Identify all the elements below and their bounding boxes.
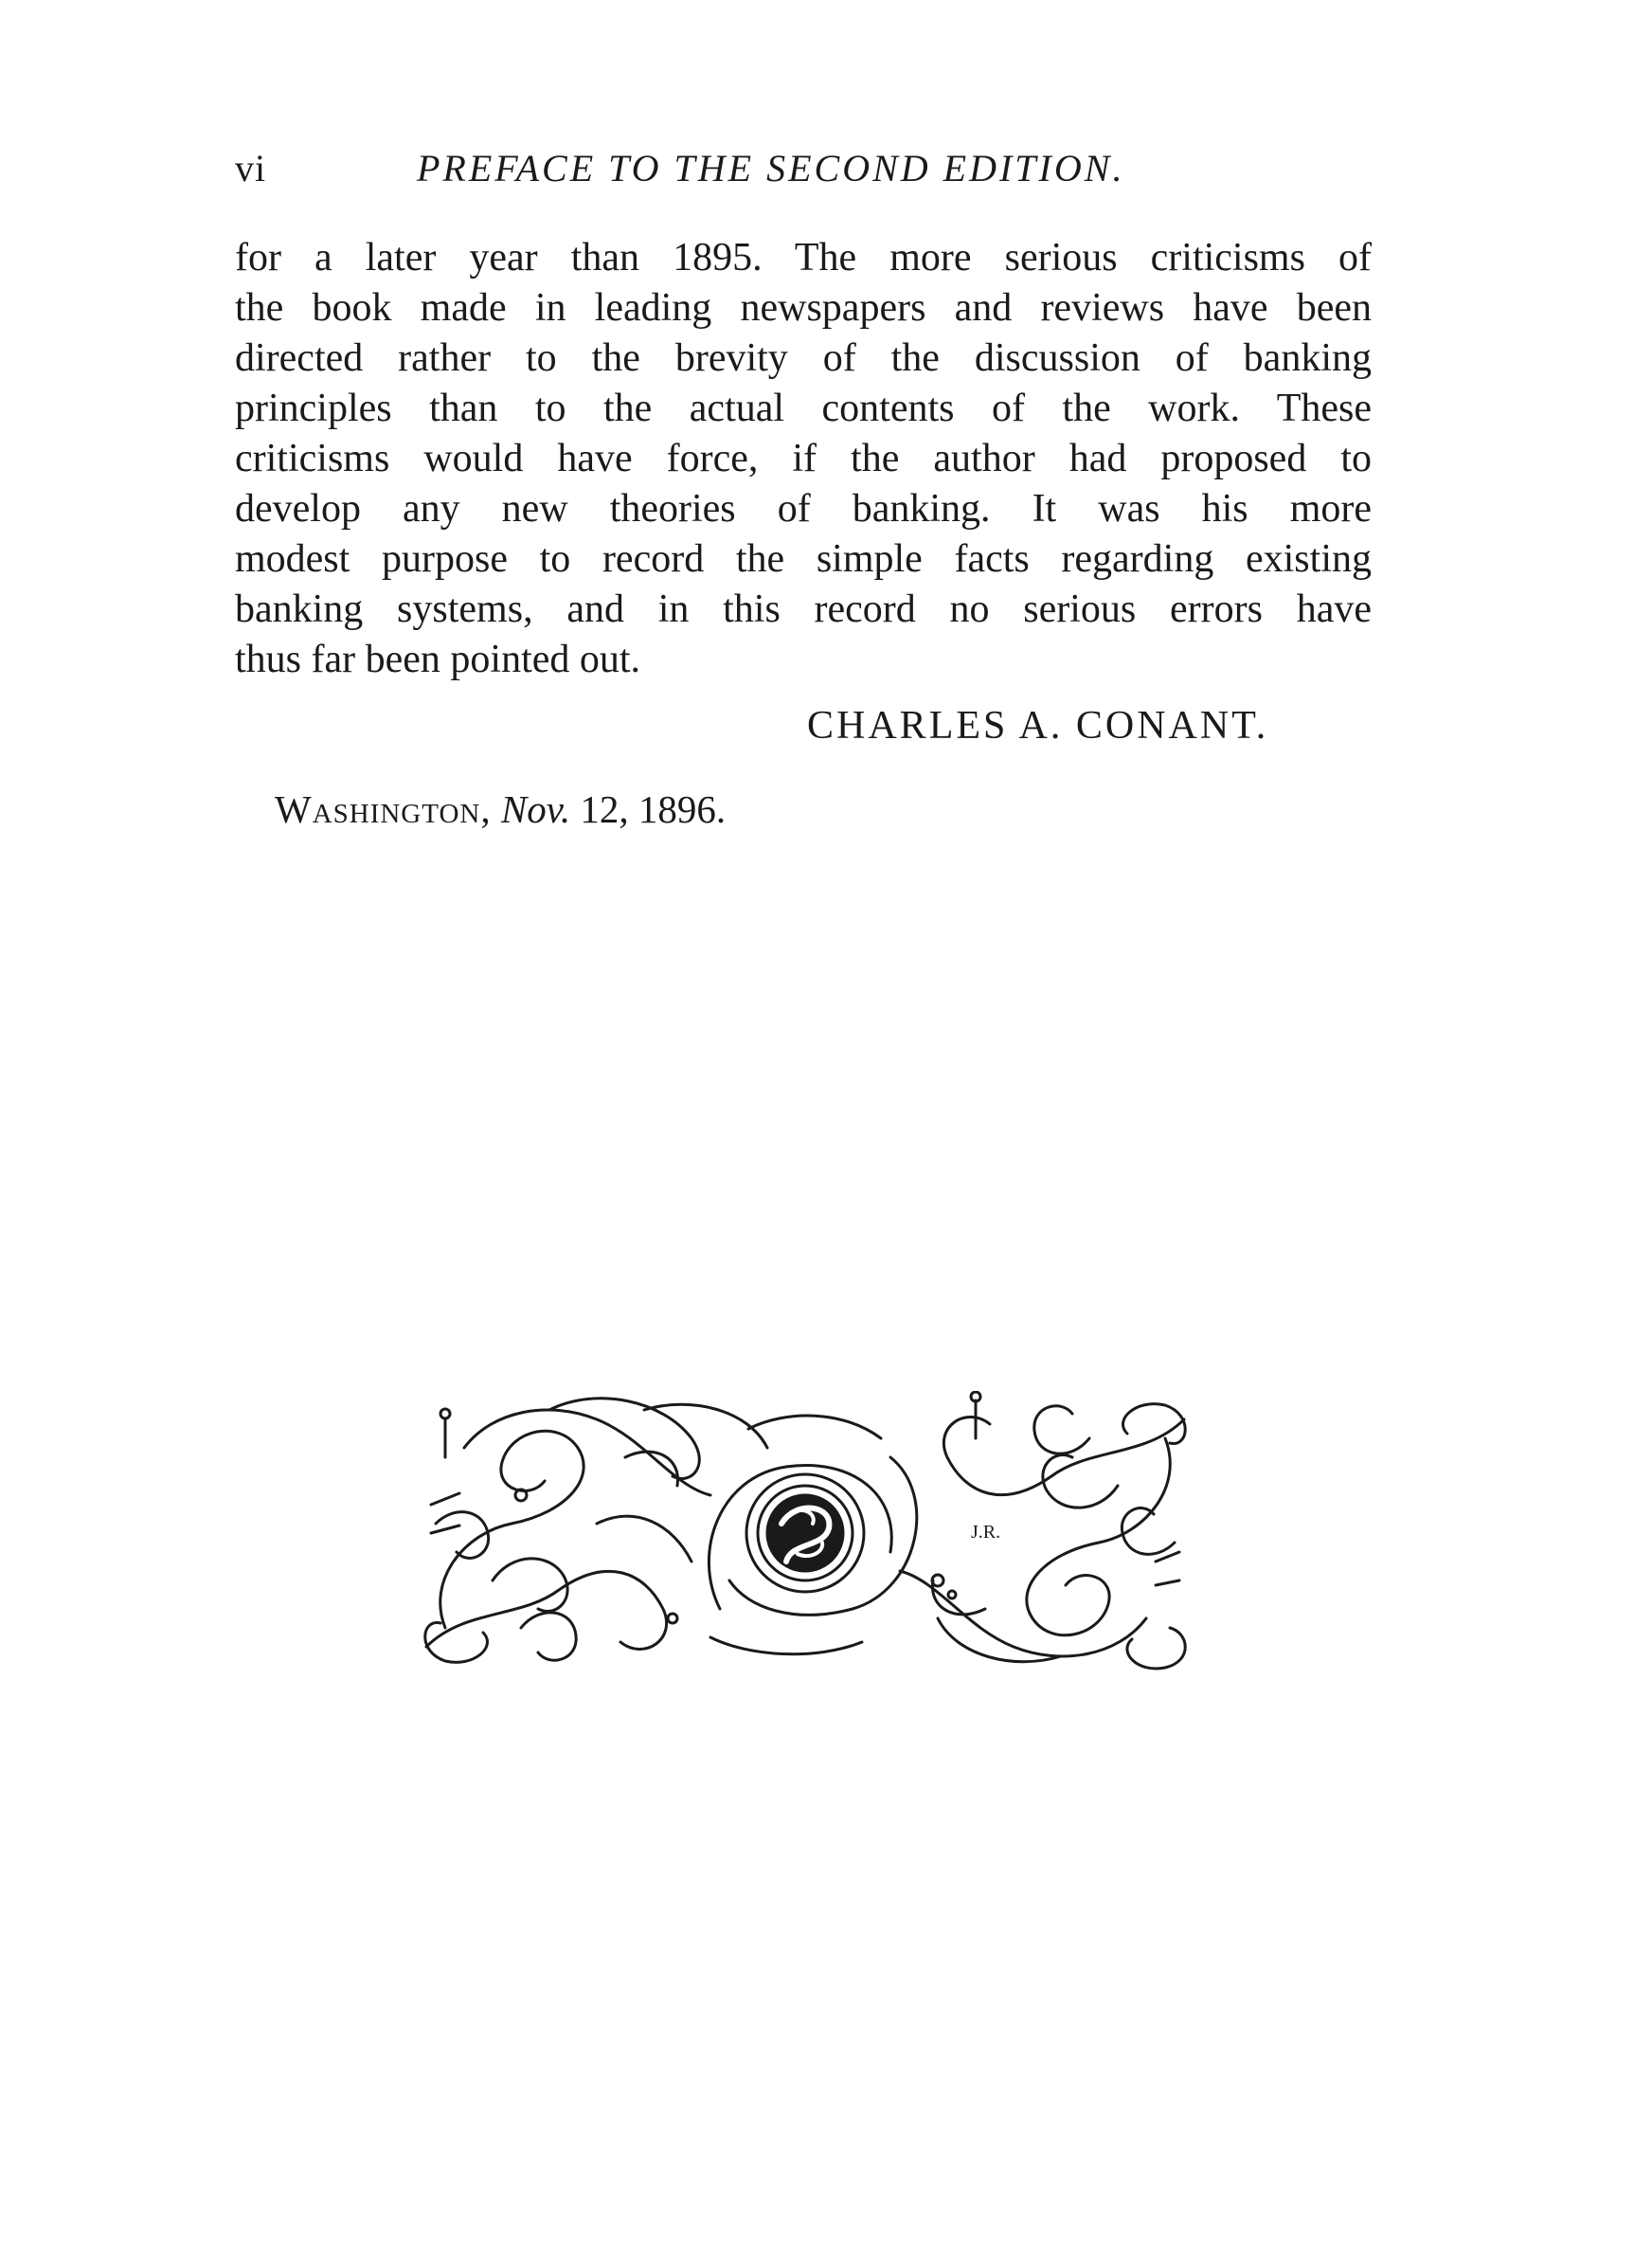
body-paragraph: [235, 233, 1372, 685]
body-line: develop any new theories of banking. It was his more: [235, 487, 1372, 531]
ornament-monogram: J.R.: [971, 1522, 1001, 1543]
body-line: principles than to the actual contents of the work. These: [235, 387, 1372, 430]
body-line: banking systems, and in this record no serious errors have: [235, 587, 1372, 631]
body-line: criticisms would have force, if the author had proposed to: [235, 437, 1372, 480]
body-line: for a later year than 1895. The more serious criticisms of: [235, 236, 1372, 280]
dateline: [275, 781, 726, 838]
floral-ornament-icon: [407, 1391, 1203, 1675]
running-head: [235, 140, 1182, 197]
dateline-month: Nov.: [500, 787, 571, 831]
author-signature: CHARLES A. CONANT.: [807, 704, 1269, 748]
page-number: vi: [235, 147, 267, 190]
body-line: thus far been pointed out.: [235, 638, 641, 681]
dateline-day-year: 12, 1896.: [580, 787, 727, 831]
dateline-place: Washington,: [275, 787, 492, 831]
body-line: the book made in leading newspapers and reviews have been: [235, 286, 1372, 330]
body-line: directed rather to the brevity of the discussion of banking: [235, 336, 1372, 380]
running-title: PREFACE TO THE SECOND EDITION.: [417, 147, 1125, 190]
body-line: modest purpose to record the simple facts regarding existing: [235, 537, 1372, 581]
